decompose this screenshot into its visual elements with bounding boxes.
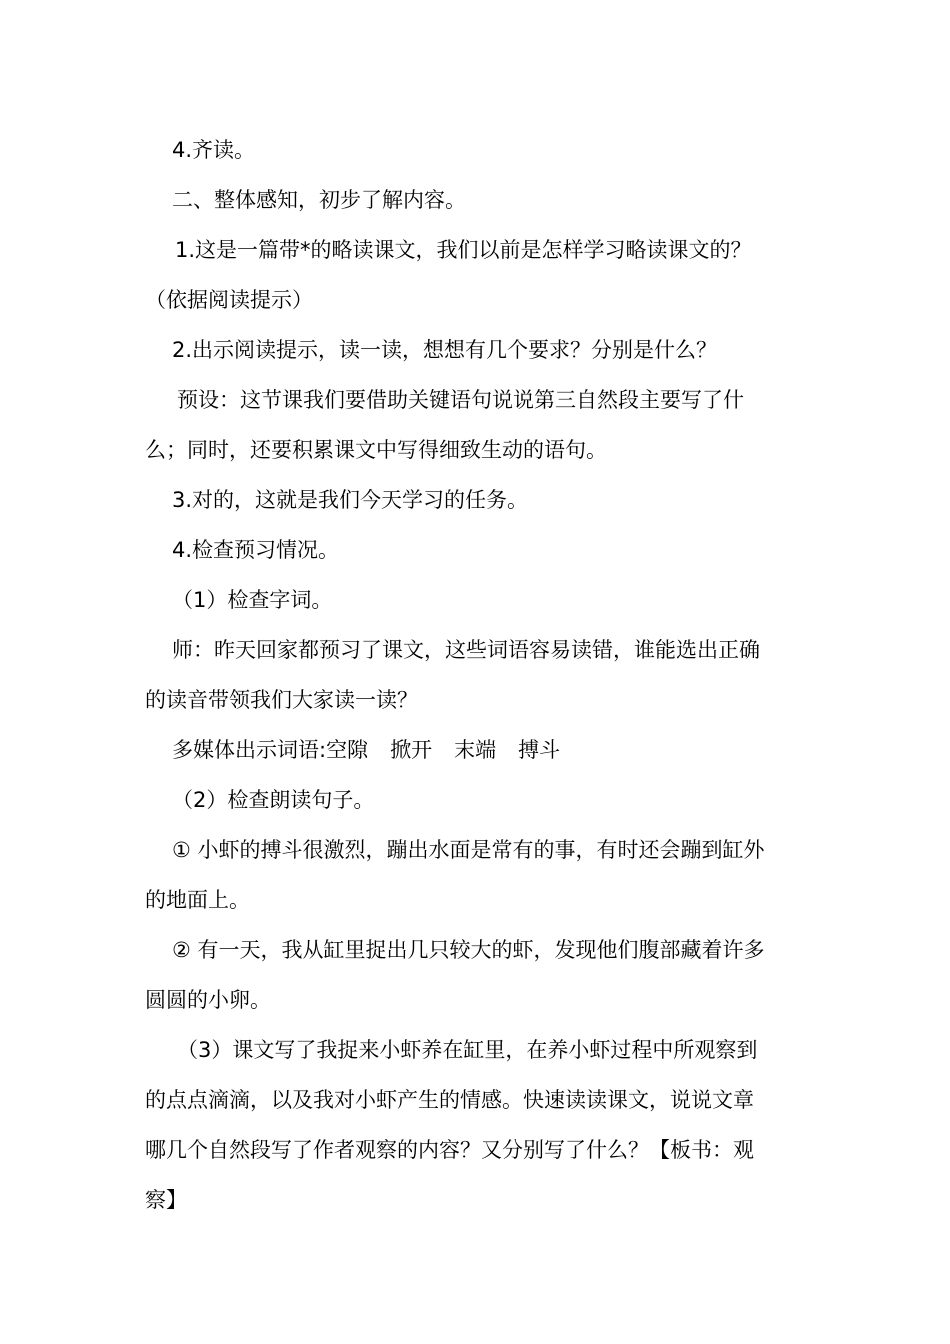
vocab-word: 掀开 [390, 738, 433, 762]
step-4-preview-check: 4.检查预习情况。 [172, 538, 340, 562]
step-3-task: 3.对的，这就是我们今天学习的任务。 [172, 488, 529, 512]
vocab-word: 搏斗 [518, 738, 561, 762]
vocab-prefix: 多媒体出示词语: [172, 738, 327, 762]
paragraph-3-line-2: 的点点滴滴，以及我对小虾产生的情感。快速读读课文，说说文章 [145, 1088, 754, 1112]
step-1-question: 1.这是一篇带*的略读课文，我们以前是怎样学习略读课文的？ [175, 238, 752, 262]
preset-line-1: 预设：这节课我们要借助关键语句说说第三自然段主要写了什 [177, 388, 744, 412]
teacher-line-2: 的读音带领我们大家读一读？ [145, 688, 418, 712]
paragraph-3-line-3: 哪几个自然段写了作者观察的内容？又分别写了什么？【板书：观 [145, 1138, 754, 1162]
teacher-line-1: 师：昨天回家都预习了课文，这些词语容易读错，谁能选出正确 [172, 638, 760, 662]
sentence-2-line-1: ② 有一天，我从缸里捉出几只较大的虾，发现他们腹部藏着许多 [172, 938, 765, 962]
vocab-word: 空隙 [326, 738, 369, 762]
paragraph-3-line-4: 察】 [145, 1188, 187, 1212]
preset-line-2: 么；同时，还要积累课文中写得细致生动的语句。 [145, 438, 607, 462]
check-sentences-heading: （2）检查朗读句子。 [172, 788, 375, 812]
paragraph-3-line-1: （3）课文写了我捉来小虾养在缸里，在养小虾过程中所观察到 [177, 1038, 758, 1062]
step-1-note: （依据阅读提示） [145, 288, 313, 312]
step-2-prompt: 2.出示阅读提示，读一读，想想有几个要求？分别是什么？ [172, 338, 718, 362]
vocab-line [0, 735, 950, 765]
sentence-1-line-2: 的地面上。 [145, 888, 250, 912]
section-heading-overall-perception: 二、整体感知，初步了解内容。 [172, 188, 466, 212]
vocab-word: 末端 [454, 738, 497, 762]
check-words-heading: （1）检查字词。 [172, 588, 333, 612]
sentence-2-line-2: 圆圆的小卵。 [145, 988, 271, 1012]
sentence-1-line-1: ① 小虾的搏斗很激烈，蹦出水面是常有的事，有时还会蹦到缸外 [172, 838, 765, 862]
step-choral-reading: 4.齐读。 [172, 138, 256, 162]
